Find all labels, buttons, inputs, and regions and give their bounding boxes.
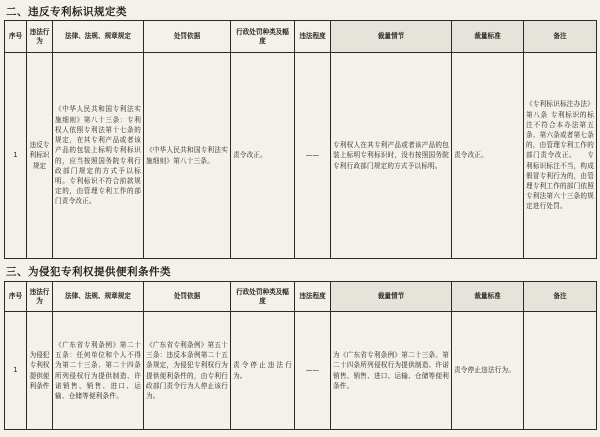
header-circumstance: 裁量情节 [331, 21, 452, 53]
cell-degree: —— [295, 312, 331, 430]
cell-standard: 责令停止违法行为。 [452, 312, 524, 430]
header-circumstance: 裁量情节 [331, 282, 452, 312]
header-standard: 裁量标准 [452, 282, 524, 312]
header-note: 备注 [524, 282, 597, 312]
cell-violation: 违反专利标识规定 [27, 53, 53, 259]
cell-degree: —— [295, 53, 331, 259]
cell-basis: 《中华人民共和国专利法实施细则》第八十三条。 [144, 53, 231, 259]
table-infringement-facilitation [4, 281, 597, 430]
header-violation: 违法行为 [27, 282, 53, 312]
cell-no: 1 [5, 312, 27, 430]
table-row [5, 53, 597, 259]
header-law: 法律、法规、规章规定 [53, 21, 144, 53]
cell-note [524, 312, 597, 430]
table-header-row [5, 21, 597, 53]
cell-law: 《中华人民共和国专利法实施细则》第八十三条：专利权人依照专利法第十七条的规定，在其专利产品或者该产品的包装上标明专利标识的，应当按照国务院专利行政部门规定的方式予以标明。专利标识不符合前款规定的，由管理专利工作的部门责令改正。 [53, 53, 144, 259]
header-no: 序号 [5, 21, 27, 53]
cell-circumstance: 专利权人在其专利产品或者该产品的包装上标明专利标识时，没有按照国务院专利行政部门规定的方式予以标明。 [331, 53, 452, 259]
cell-standard: 责令改正。 [452, 53, 524, 259]
table-row [5, 312, 597, 430]
cell-basis: 《广东省专利条例》第五十三条：违反本条例第二十五条规定，为侵犯专利权行为提供便利条件的，由专利行政部门责令行为人停止该行为。 [144, 312, 231, 430]
header-violation: 违法行为 [27, 21, 53, 53]
cell-penalty: 责令停止违法行为。 [231, 312, 295, 430]
header-no: 序号 [5, 282, 27, 312]
cell-no: 1 [5, 53, 27, 259]
cell-note: 《专利标识标注办法》第八条 专利标识的标注不符合本办法第五条、第六条或者第七条的，由管理专利工作的部门责令改正。 专利标识标注不当，构成假冒专利行为的，由管理专利工作的部门依照专利法第六十三条的规定进行处罚。 [524, 53, 597, 259]
header-standard: 裁量标准 [452, 21, 524, 53]
header-penalty: 行政处罚种类及幅度 [231, 21, 295, 53]
header-penalty: 行政处罚种类及幅度 [231, 282, 295, 312]
header-basis: 处罚依据 [144, 282, 231, 312]
table-header-row [5, 282, 597, 312]
header-note: 备注 [524, 21, 597, 53]
header-degree: 违法程度 [295, 282, 331, 312]
header-degree: 违法程度 [295, 21, 331, 53]
cell-penalty: 责令改正。 [231, 53, 295, 259]
table-patent-marking [4, 20, 597, 259]
header-basis: 处罚依据 [144, 21, 231, 53]
cell-violation: 为侵犯专利权提供便利条件 [27, 312, 53, 430]
cell-law: 《广东省专利条例》第二十五条：任何单位和个人不得为第二十三条、第二十四条所列侵权行为提供制造、许诺销售、销售、进口、运输、仓储等便利条件。 [53, 312, 144, 430]
header-law: 法律、法规、规章规定 [53, 282, 144, 312]
cell-circumstance: 为《广东省专利条例》第二十三条、第二十四条所列侵权行为提供制造、许诺销售、销售、进口、运输、仓储等便利条件。 [331, 312, 452, 430]
section-3-title: 三、为侵犯专利权提供便利条件类 [6, 266, 171, 278]
section-2-title: 二、违反专利标识规定类 [6, 6, 127, 18]
